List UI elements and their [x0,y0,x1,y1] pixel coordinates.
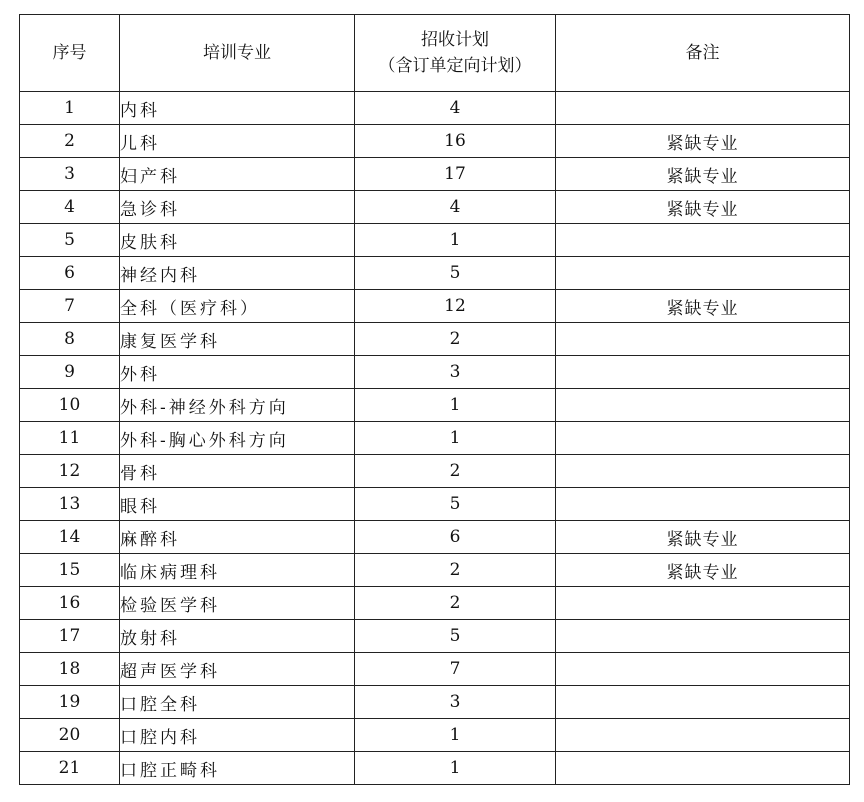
table-row [20,422,850,455]
row-quota-cell: 5 [355,620,556,653]
row-major-cell: 检验医学科 [120,587,355,620]
row-quota-cell: 2 [355,455,556,488]
row-major-cell: 外科-神经外科方向 [120,389,355,422]
header-quota-line2: （含订单定向计划） [378,56,532,76]
row-note-cell: 紧缺专业 [556,125,850,158]
table-row [20,323,850,356]
row-seq-cell: 1 [20,92,120,125]
row-major-cell: 康复医学科 [120,323,355,356]
row-quota-cell: 12 [355,290,556,323]
row-major-cell: 外科-胸心外科方向 [120,422,355,455]
table-row [20,653,850,686]
row-quota-cell: 5 [355,488,556,521]
table-row [20,719,850,752]
row-note-cell [556,686,850,719]
row-note-cell [556,620,850,653]
row-note-cell: 紧缺专业 [556,290,850,323]
row-seq-cell: 3 [20,158,120,191]
row-seq-cell: 2 [20,125,120,158]
header-major: 培训专业 [120,15,355,92]
table-row [20,356,850,389]
table-row [20,158,850,191]
row-seq-cell: 5 [20,224,120,257]
row-major-cell: 内科 [120,92,355,125]
row-seq-cell: 10 [20,389,120,422]
row-seq-cell: 13 [20,488,120,521]
row-note-cell: 紧缺专业 [556,521,850,554]
row-quota-cell: 1 [355,224,556,257]
row-quota-cell: 2 [355,554,556,587]
header-note: 备注 [556,15,850,92]
row-major-cell: 超声医学科 [120,653,355,686]
row-note-cell: 紧缺专业 [556,191,850,224]
row-note-cell [556,356,850,389]
row-major-cell: 骨科 [120,455,355,488]
row-seq-cell: 9 [20,356,120,389]
row-note-cell: 紧缺专业 [556,554,850,587]
table-row [20,554,850,587]
row-quota-cell: 1 [355,389,556,422]
row-quota-cell: 4 [355,92,556,125]
row-major-cell: 外科 [120,356,355,389]
row-note-cell: 紧缺专业 [556,158,850,191]
row-major-cell: 儿科 [120,125,355,158]
table-row [20,290,850,323]
row-major-cell: 妇产科 [120,158,355,191]
row-quota-cell: 1 [355,422,556,455]
row-seq-cell: 20 [20,719,120,752]
row-seq-cell: 18 [20,653,120,686]
table-row [20,125,850,158]
header-seq: 序号 [20,15,120,92]
table-row [20,389,850,422]
row-quota-cell: 3 [355,686,556,719]
row-seq-cell: 12 [20,455,120,488]
table-row [20,488,850,521]
row-quota-cell: 5 [355,257,556,290]
row-note-cell [556,92,850,125]
row-major-cell: 口腔内科 [120,719,355,752]
row-seq-cell: 21 [20,752,120,785]
table-row [20,257,850,290]
row-quota-cell: 2 [355,587,556,620]
table-row [20,620,850,653]
row-seq-cell: 16 [20,587,120,620]
row-note-cell [556,653,850,686]
row-major-cell: 全科（医疗科） [120,290,355,323]
table-row [20,455,850,488]
header-quota-line1: 招收计划 [421,30,489,50]
row-quota-cell: 16 [355,125,556,158]
row-seq-cell: 11 [20,422,120,455]
row-major-cell: 急诊科 [120,191,355,224]
enrollment-plan-table [19,14,850,785]
table-row [20,587,850,620]
row-note-cell [556,389,850,422]
header-quota [355,15,556,92]
row-major-cell: 口腔全科 [120,686,355,719]
row-seq-cell: 15 [20,554,120,587]
table-row [20,521,850,554]
row-quota-cell: 17 [355,158,556,191]
row-major-cell: 临床病理科 [120,554,355,587]
row-major-cell: 眼科 [120,488,355,521]
row-note-cell [556,224,850,257]
row-major-cell: 神经内科 [120,257,355,290]
table-row [20,92,850,125]
row-note-cell [556,488,850,521]
row-quota-cell: 2 [355,323,556,356]
row-major-cell: 口腔正畸科 [120,752,355,785]
row-note-cell [556,323,850,356]
row-quota-cell: 4 [355,191,556,224]
row-note-cell [556,455,850,488]
row-quota-cell: 7 [355,653,556,686]
row-seq-cell: 6 [20,257,120,290]
row-seq-cell: 8 [20,323,120,356]
table-header [20,15,850,92]
row-major-cell: 麻醉科 [120,521,355,554]
row-note-cell [556,587,850,620]
row-note-cell [556,752,850,785]
row-seq-cell: 7 [20,290,120,323]
table-row [20,686,850,719]
row-seq-cell: 14 [20,521,120,554]
row-seq-cell: 19 [20,686,120,719]
row-major-cell: 放射科 [120,620,355,653]
row-note-cell [556,719,850,752]
row-quota-cell: 1 [355,719,556,752]
row-note-cell [556,422,850,455]
row-seq-cell: 4 [20,191,120,224]
table-row [20,224,850,257]
row-major-cell: 皮肤科 [120,224,355,257]
table-body [20,92,850,785]
header-row [20,15,850,92]
table-row [20,752,850,785]
table-row [20,191,850,224]
row-quota-cell: 6 [355,521,556,554]
row-quota-cell: 3 [355,356,556,389]
row-note-cell [556,257,850,290]
row-seq-cell: 17 [20,620,120,653]
row-quota-cell: 1 [355,752,556,785]
